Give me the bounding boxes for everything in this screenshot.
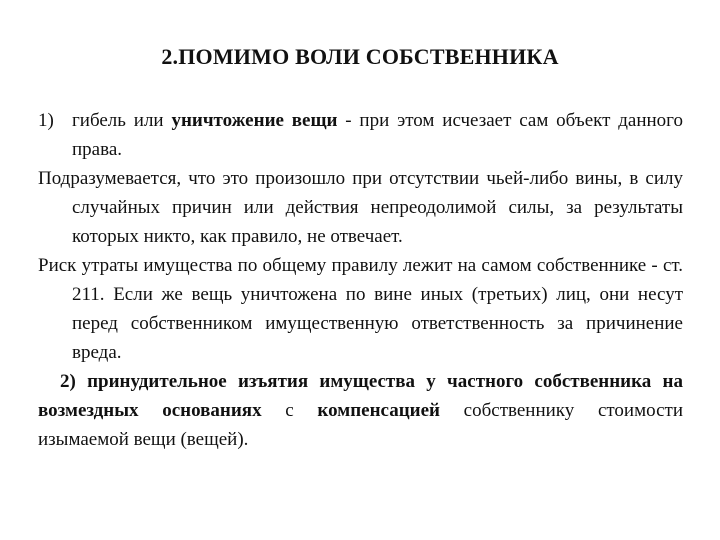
item-1-text-2: - при этом исчезает сам объект данного права. bbox=[72, 110, 683, 160]
item-1-bold-text: уничтожение вещи bbox=[171, 110, 338, 131]
list-item-2 bbox=[38, 367, 683, 454]
list-item-1 bbox=[38, 106, 683, 164]
item-2-bold-text-1: 2) принудительное изъятия имущества у частного собственника на возмездных основаниях bbox=[38, 371, 683, 421]
paragraph-risk-of-loss: Риск утраты имущества по общему правилу лежит на самом собственнике - ст. 211. Если же вещь уничтожена по вине иных (третьих) лиц, они несут перед собственником имущественную ответственность за причинение вреда. bbox=[38, 255, 683, 363]
item-1-number: 1) bbox=[38, 110, 54, 131]
slide-title: 2.ПОМИМО ВОЛИ СОБСТВЕННИКА bbox=[161, 44, 559, 69]
item-2-bold-text-2: компенсацией bbox=[317, 400, 440, 421]
item-1-text-1: гибель или bbox=[72, 110, 172, 131]
slide-body bbox=[38, 106, 683, 454]
item-2-text-1: с bbox=[261, 400, 318, 421]
item-2-text-2: собственнику стоимости изымаемой вещи (вещей). bbox=[38, 400, 683, 450]
paragraph-accidental-loss: Подразумевается, что это произошло при отсутствии чьей-либо вины, в силу случайных причин или действия непреодолимой силы, за результаты которых никто, как правило, не отвечает. bbox=[38, 168, 683, 247]
